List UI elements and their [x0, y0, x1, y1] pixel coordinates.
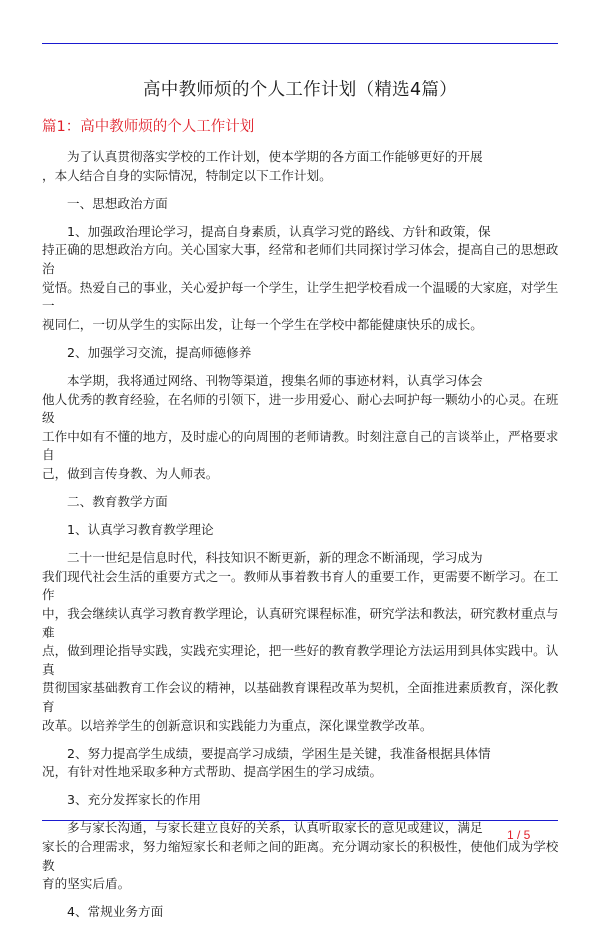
text-line: ，本人结合自身的实际情况，特制定以下工作计划。	[42, 167, 332, 183]
text-line: 他人优秀的教育经验，在名师的引领下，进一步用爱心、耐心去呵护每一颗幼小的心灵。在班级	[42, 391, 559, 426]
text-line: 贯彻国家基础教育工作会议的精神，以基础教育课程改革为契机，全面推进素质教育，深化教育	[42, 680, 559, 714]
document-title: 高中教师烦的个人工作计划（精选4篇）	[142, 80, 458, 100]
paragraph	[42, 791, 562, 810]
text-line: 多与家长沟通，与家长建立良好的关系，认真听取家长的意见或建议，满足	[67, 820, 483, 836]
paragraph	[42, 223, 562, 335]
text-line: 持正确的思想政治方向。关心国家大事，经常和老师们共同探讨学习体会，提高自己的思想政治	[42, 242, 559, 276]
text-line: 工作中如有不懂的地方，及时虚心的向周围的老师请教。时刻注意自己的言谈举止，严格要求自	[42, 428, 559, 463]
text-line: 4、常规业务方面	[67, 904, 164, 920]
text-line: 改革。以培养学生的创新意识和实践能力为重点，深化课堂教学改革。	[42, 717, 433, 733]
paragraph	[42, 344, 562, 363]
text-line: 况，有针对性地采取多种方式帮助、提高学困生的学习成绩。	[42, 764, 383, 780]
text-line: 二、教育教学方面	[67, 494, 168, 509]
text-line: 本学期，我将通过网络、刊物等渠道，搜集名师的事迹材料，认真学习体会	[67, 372, 483, 388]
text-line: 觉悟。热爱自己的事业，关心爱护每一个学生，让学生把学校看成一个温暖的大家庭，对学生一	[42, 279, 559, 314]
text-line: 视同仁，一切从学生的实际出发，让每一个学生在学校中都能健康快乐的成长。	[42, 316, 483, 332]
section-heading: 篇1：高中教师烦的个人工作计划	[42, 119, 255, 135]
text-line: 一、思想政治方面	[67, 195, 168, 211]
text-line: 育的坚实后盾。	[42, 876, 131, 892]
paragraph	[42, 745, 562, 782]
paragraph	[42, 549, 562, 735]
paragraph	[42, 521, 562, 540]
text-line: 点，做到理论指导实践，实践充实理论，把一些好的教育教学理论方法运用到具体实践中。认真	[42, 643, 559, 677]
text-line: 3、充分发挥家长的作用	[67, 792, 201, 808]
header-rule	[42, 43, 558, 44]
page-number: 1 / 5	[507, 828, 531, 842]
text-line: 1、认真学习教育教学理论	[67, 522, 214, 538]
text-line: 2、努力提高学生成绩，要提高学习成绩，学困生是关键，我准备根据具体情	[67, 745, 491, 761]
footer-rule	[42, 820, 558, 821]
text-line: 2、加强学习交流，提高师德修养	[67, 344, 252, 360]
text-line: 家长的合理需求，努力缩短家长和老师之间的距离。充分调动家长的积极性，使他们成为学校教	[42, 839, 559, 873]
paragraph	[42, 819, 562, 893]
text-line: 1、加强政治理论学习，提高自身素质，认真学习党的路线、方针和政策，保	[67, 223, 491, 239]
text-line: 中，我会继续认真学习教育教学理论，认真研究课程标准，研究学法和教法，研究教材重点与难	[42, 605, 559, 640]
text-line: 己，做到言传身教、为人师表。	[42, 465, 219, 481]
paragraph	[42, 903, 562, 922]
paragraph	[42, 195, 562, 214]
document-body	[42, 148, 562, 931]
text-line: 为了认真贯彻落实学校的工作计划，使本学期的各方面工作能够更好的开展	[67, 149, 483, 164]
text-line: 二十一世纪是信息时代，科技知识不断更新，新的理念不断涌现，学习成为	[67, 550, 483, 566]
text-line: 我们现代社会生活的重要方式之一。教师从事着教书育人的重要工作，更需要不断学习。在工作	[42, 568, 559, 603]
paragraph	[42, 372, 562, 484]
paragraph	[42, 493, 562, 512]
paragraph	[42, 148, 562, 185]
